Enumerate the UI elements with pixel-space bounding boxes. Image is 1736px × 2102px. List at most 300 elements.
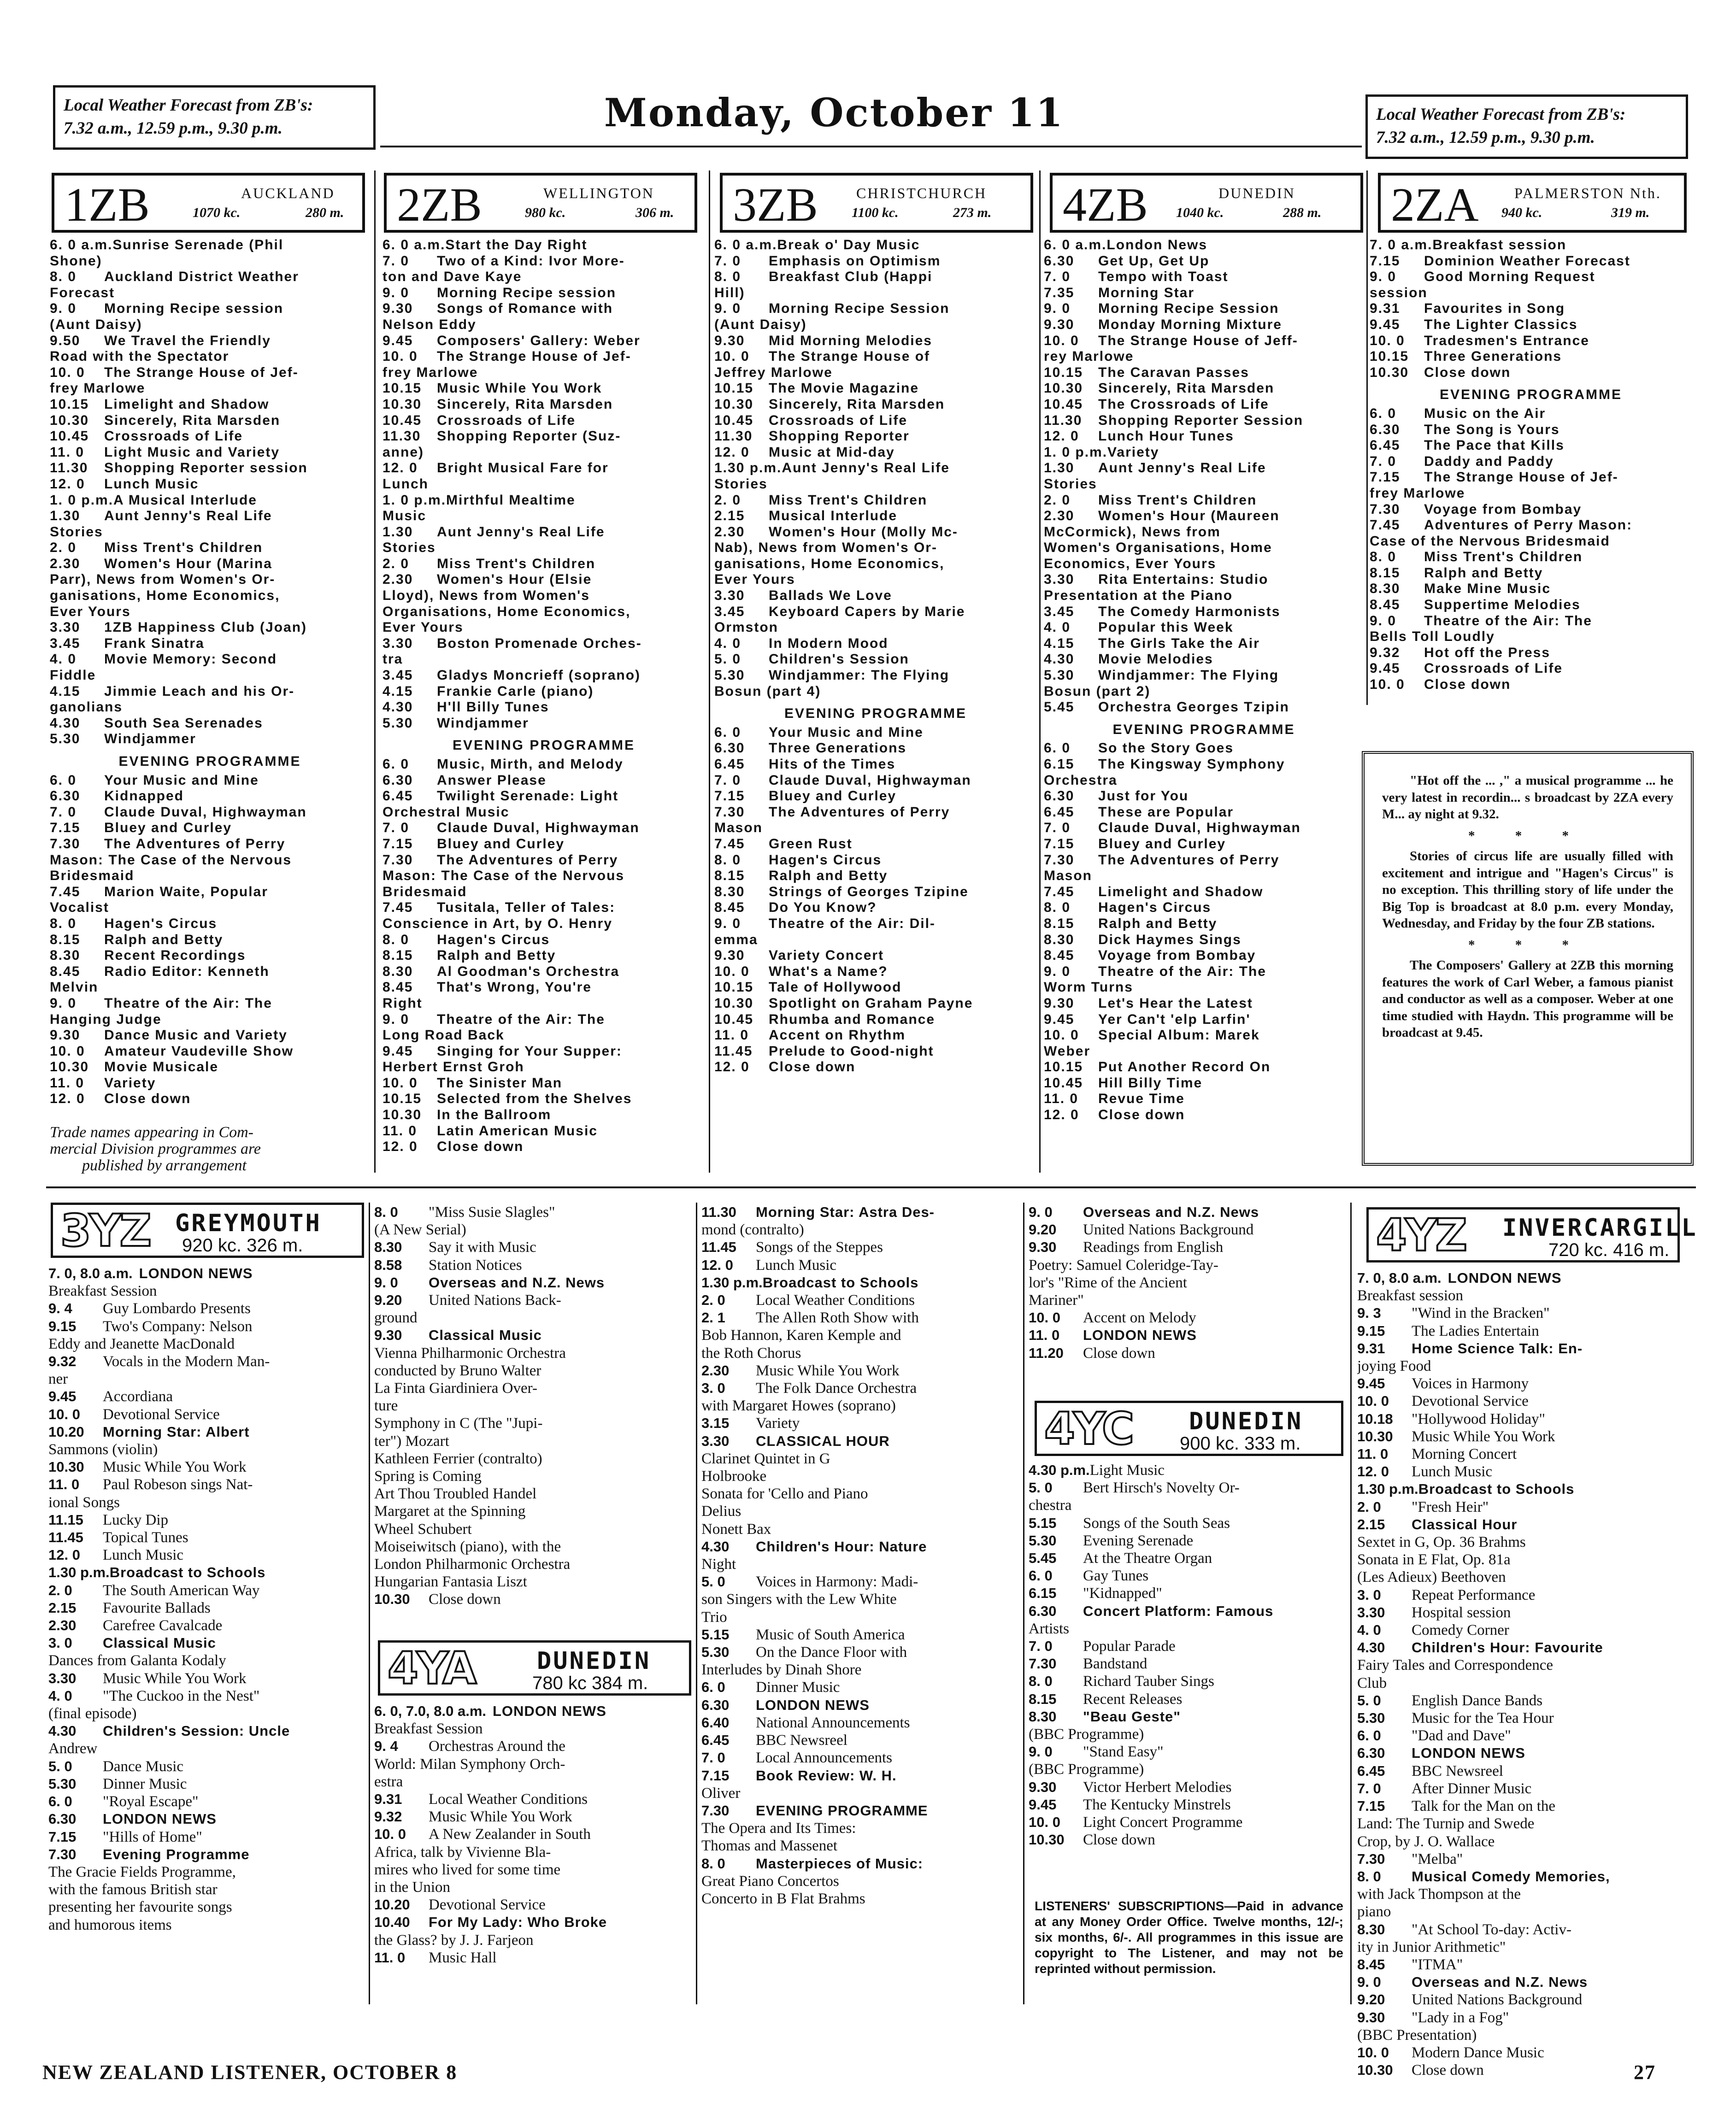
time-slot: 11.45 <box>701 1239 736 1256</box>
programme-title: Say it with Music <box>429 1239 536 1256</box>
programme-title: (Aunt Daisy) <box>714 317 807 332</box>
schedule-row <box>1044 804 1364 821</box>
schedule-row <box>383 413 705 429</box>
time-slot: 9. 0 <box>1029 1204 1053 1220</box>
schedule-row <box>1357 1780 1675 1797</box>
programme-title: Boston Promenade Orches- <box>437 635 642 651</box>
programme-title: Bluey and Curley <box>104 820 232 836</box>
time-slot: 6.30 <box>50 788 81 804</box>
programme-title: Amateur Vaudeville Show <box>104 1043 294 1059</box>
time-slot: 6.15 <box>1029 1585 1057 1602</box>
schedule-row <box>50 684 370 700</box>
schedule-row <box>383 253 705 270</box>
schedule-row <box>701 1697 1019 1714</box>
programme-title: "Kidnapped" <box>1083 1585 1162 1602</box>
time-slot: 9.31 <box>1370 301 1401 317</box>
time-slot: 9.32 <box>1370 645 1401 660</box>
time-slot: 9.30 <box>50 1028 81 1043</box>
time-slot: 9. 0 <box>1370 613 1397 628</box>
programme-title: Light Concert Programme <box>1083 1814 1243 1831</box>
time-slot: 11. 0 <box>48 1476 80 1493</box>
programme-title: (BBC Programme) <box>1029 1761 1144 1778</box>
time-slot: 10.30 <box>714 995 754 1011</box>
schedule-row <box>383 980 705 996</box>
time-slot: 9.30 <box>1044 995 1075 1011</box>
schedule-row <box>1357 1516 1675 1533</box>
programme-title: Al Goodman's Orchestra <box>437 963 620 979</box>
time-slot: 2.15 <box>1357 1516 1385 1532</box>
time-slot: 8.30 <box>383 963 413 979</box>
programme-title: Dinner Music <box>103 1775 187 1792</box>
programme-title: United Nations Background <box>1083 1221 1254 1239</box>
programme-title: LONDON NEWS <box>756 1697 870 1713</box>
time-slot: 8.15 <box>383 948 413 963</box>
programme-title: Clarinet Quintet in G <box>701 1450 830 1467</box>
schedule-row <box>374 1808 692 1826</box>
schedule-row <box>50 836 370 852</box>
time-slot: 5.30 <box>1044 668 1075 683</box>
schedule-row <box>714 948 1037 964</box>
separator-stars: * * * <box>1468 937 1587 952</box>
schedule-row <box>383 620 705 636</box>
time-slot: 2. 0 <box>48 1582 72 1598</box>
programme-title: Marion Waite, Popular <box>104 884 268 899</box>
schedule-row <box>50 333 370 349</box>
time-slot: 6.45 <box>714 757 745 772</box>
schedule-row <box>1044 916 1364 932</box>
time-slot: 7. 0 <box>383 820 410 836</box>
schedule-row <box>714 668 1037 684</box>
time-slot: 4. 0 <box>714 635 741 651</box>
programme-title: The Strange House of <box>769 349 930 364</box>
schedule-row <box>701 1767 1019 1785</box>
schedule-row <box>714 684 1037 700</box>
schedule-row <box>374 1503 692 1520</box>
programme-title: Conscience in Art, by O. Henry <box>383 916 612 931</box>
programme-title: Hanging Judge <box>50 1011 162 1027</box>
programme-title: McCormick), News from <box>1044 524 1221 540</box>
schedule-row <box>1370 253 1692 270</box>
programme-title: Shopping Reporter session <box>104 460 308 476</box>
time-slot: 10.45 <box>1044 396 1083 412</box>
programme-title: Gay Tunes <box>1083 1568 1149 1585</box>
programme-title: "Lady in a Fog" <box>1412 2009 1509 2026</box>
programme-title: frey Marlowe <box>383 364 478 380</box>
time-slot: 12. 0 <box>1044 1107 1079 1123</box>
programme-title: Topical Tunes <box>103 1529 188 1546</box>
schedule-row <box>1357 1568 1675 1586</box>
station-call-sign: 3ZB <box>733 178 818 231</box>
programme-title: The Gracie Fields Programme, <box>48 1863 236 1880</box>
schedule-row <box>1044 285 1364 301</box>
schedule-row <box>383 540 705 556</box>
schedule-row <box>1029 1274 1347 1292</box>
programme-title: Bells Toll Loudly <box>1370 629 1495 645</box>
time-slot: 2. 0 <box>701 1292 725 1309</box>
schedule-row <box>1357 2044 1675 2061</box>
programme-title: Carefree Cavalcade <box>103 1617 223 1634</box>
schedule-row <box>383 916 705 932</box>
station-box-2zb <box>384 173 697 233</box>
time-slot: 9.20 <box>1357 1991 1385 2008</box>
note-hagens-circus: Stories of circus life are usually filled with excitement and intrigue and "Hagen's Circus" is no exception. This thrilling story of life under the Big Top is broadcast at 8.0 p.m. every Monday, Wednesday, and Friday by the four ZB stations. <box>1382 849 1673 931</box>
programme-title: Mason <box>1044 868 1093 884</box>
time-slot: 10.30 <box>714 396 754 412</box>
time-slot: 3. 0 <box>1357 1586 1381 1603</box>
programme-title: Hill Billy Time <box>1098 1075 1203 1091</box>
station-kc: 1040 kc. <box>1176 205 1224 220</box>
time-slot: 11.15 <box>48 1511 83 1528</box>
programme-title: Claude Duval, Highwayman <box>769 772 971 788</box>
time-slot: 9.45 <box>1370 661 1401 676</box>
schedule-row <box>701 1749 1019 1767</box>
programme-title: estra <box>374 1773 403 1790</box>
schedule-row <box>1370 645 1692 661</box>
programme-title: Orchestral Music <box>383 804 510 820</box>
schedule-row <box>1044 788 1364 804</box>
schedule-row <box>374 1756 692 1773</box>
time-slot: 9.31 <box>374 1791 402 1808</box>
programme-title: These are Popular <box>1098 804 1234 820</box>
programme-title: The South American Way <box>103 1582 260 1599</box>
programme-title: (BBC Presentation) <box>1357 2026 1477 2043</box>
time-slot: 7. 0 a.m. <box>1370 237 1433 252</box>
time-slot: 10. 0 <box>1357 2044 1389 2061</box>
programme-title: Special Album: Marek <box>1098 1028 1260 1043</box>
time-slot: 5.15 <box>1029 1515 1057 1531</box>
time-slot: 7.30 <box>1357 1850 1385 1867</box>
programme-title: National Announcements <box>756 1714 910 1731</box>
time-slot: 9.32 <box>48 1353 77 1370</box>
schedule-row <box>383 365 705 381</box>
time-slot: 11.20 <box>1029 1345 1064 1361</box>
schedule-row <box>50 349 370 365</box>
schedule-row <box>50 652 370 668</box>
programme-title: Prelude to Good-night <box>769 1043 934 1059</box>
schedule-3yz-evening <box>374 1204 692 1609</box>
schedule-row <box>1370 365 1692 381</box>
schedule-row <box>50 1028 370 1044</box>
schedule-row <box>48 1423 366 1441</box>
station-box-2za <box>1378 173 1687 233</box>
programme-title: Sincerely, Rita Marsden <box>769 396 945 412</box>
schedule-row <box>1370 470 1692 486</box>
programme-title: Theatre of the Air: The <box>1424 613 1592 628</box>
schedule-row <box>50 948 370 964</box>
schedule-row <box>1370 285 1692 301</box>
schedule-row <box>374 1415 692 1432</box>
programme-title: Movie Melodies <box>1098 652 1213 667</box>
programme-title: Comedy Corner <box>1412 1622 1509 1639</box>
programme-title: Tradesmen's Entrance <box>1424 333 1589 348</box>
time-slot: 6. 0 <box>1370 405 1397 421</box>
time-slot: 9. 0 <box>383 1011 410 1027</box>
schedule-row <box>1357 1604 1675 1621</box>
time-slot: 7.30 <box>48 1846 77 1862</box>
programme-title: Oliver <box>701 1785 741 1802</box>
schedule-row <box>383 1123 705 1139</box>
programme-title: Theatre of the Air: The <box>1098 963 1266 979</box>
schedule-row <box>1029 1479 1347 1497</box>
time-slot: 11. 0 <box>383 1123 418 1139</box>
programme-title: A New Zealander in South <box>429 1826 591 1843</box>
time-slot: 10.15 <box>1370 349 1409 364</box>
programme-title: Monday Morning Mixture <box>1098 317 1282 332</box>
programme-title: Stories <box>714 476 768 492</box>
time-slot: 9. 0 <box>374 1274 398 1291</box>
programme-title: Accordiana <box>103 1388 173 1405</box>
programme-title: in the Union <box>374 1879 450 1896</box>
schedule-row <box>383 301 705 317</box>
schedule-row <box>50 716 370 732</box>
time-slot: 10. 0 <box>1029 1814 1060 1831</box>
time-slot: 11. 0 <box>1029 1327 1060 1344</box>
schedule-row <box>1044 604 1364 620</box>
programme-title: Women's Hour (Elsie <box>437 572 592 587</box>
schedule-row <box>714 1044 1037 1060</box>
schedule-row <box>383 820 705 836</box>
station-call-sign: 4YZ <box>1376 1210 1465 1261</box>
programme-title: Paul Robeson sings Nat- <box>103 1476 253 1493</box>
schedule-row <box>1044 932 1364 948</box>
schedule-row <box>1357 1921 1675 1938</box>
programme-title: The Strange House of Jef- <box>1424 470 1618 485</box>
programme-title: For My Lady: Who Broke <box>429 1914 607 1931</box>
programme-title: Broadcast to Schools <box>109 1564 266 1581</box>
time-slot: 5.30 <box>701 1644 730 1661</box>
time-slot: 6.30 <box>1044 788 1075 804</box>
schedule-row <box>1357 1304 1675 1322</box>
time-slot: 12. 0 <box>714 1059 750 1075</box>
time-slot: 7. 0 <box>714 772 741 788</box>
schedule-row <box>701 1380 1019 1397</box>
time-slot: 6. 0 a.m. <box>50 237 113 252</box>
programme-title: Sextet in G, Op. 36 Brahms <box>1357 1534 1526 1551</box>
schedule-row <box>48 1318 366 1335</box>
time-slot: 9. 0 <box>1370 269 1397 285</box>
time-slot: 7.35 <box>1044 285 1075 300</box>
programme-title: The Adventures of Perry <box>104 836 286 851</box>
time-slot: 7.45 <box>1370 517 1401 533</box>
schedule-row <box>1370 661 1692 677</box>
schedule-row <box>50 932 370 948</box>
schedule-row <box>714 253 1037 270</box>
programme-title: ional Songs <box>48 1494 120 1511</box>
schedule-row <box>714 868 1037 884</box>
schedule-row <box>1029 1462 1347 1479</box>
time-slot: 5.45 <box>1029 1550 1057 1567</box>
time-slot: 6. 0 <box>714 724 741 740</box>
schedule-row <box>1044 476 1364 493</box>
programme-title: Devotional Service <box>1412 1393 1529 1410</box>
schedule-row <box>1357 1762 1675 1780</box>
schedule-row <box>50 980 370 996</box>
time-slot: 3.30 <box>383 635 413 651</box>
time-slot: 8.58 <box>374 1257 402 1273</box>
time-slot: 7.30 <box>383 852 413 868</box>
schedule-4ya-evening <box>1029 1204 1347 1362</box>
programme-title: Dominion Weather Forecast <box>1424 253 1630 269</box>
programme-title: Art Thou Troubled Handel <box>374 1485 537 1503</box>
programme-title: Voyage from Bombay <box>1098 948 1256 963</box>
time-slot: 10.30 <box>1357 2062 1393 2079</box>
schedule-row <box>1029 1515 1347 1532</box>
schedule-row <box>1029 1814 1347 1831</box>
programme-title: Dance Music <box>103 1758 184 1775</box>
schedule-row <box>383 636 705 652</box>
schedule-4ya <box>374 1703 692 1967</box>
programme-title: Songs of the South Seas <box>1083 1515 1230 1532</box>
schedule-row <box>48 1846 366 1863</box>
schedule-row <box>714 476 1037 493</box>
schedule-row <box>50 1091 370 1107</box>
evening-programme-heading: EVENING PROGRAMME <box>784 706 967 722</box>
schedule-row <box>48 1722 366 1740</box>
schedule-row <box>383 524 705 540</box>
programme-title: Lunch <box>383 476 429 492</box>
programme-title: Close down <box>1424 364 1511 380</box>
schedule-row <box>714 652 1037 668</box>
schedule-row <box>50 773 370 789</box>
schedule-row <box>50 1044 370 1060</box>
evening-programme-heading: EVENING PROGRAMME <box>452 738 636 753</box>
programme-title: Devotional Service <box>429 1896 546 1914</box>
schedule-row <box>714 588 1037 604</box>
programme-title: United Nations Back- <box>429 1292 561 1309</box>
programme-title: Radio Editor: Kenneth <box>104 963 270 979</box>
schedule-row <box>48 1388 366 1405</box>
station-city: CHRISTCHURCH <box>856 185 987 201</box>
programme-title: The Strange House of Jef- <box>104 364 299 380</box>
programme-title: Bridesmaid <box>383 884 467 899</box>
programme-title: Guy Lombardo Presents <box>103 1300 251 1317</box>
schedule-row <box>1029 1708 1347 1726</box>
time-slot: 8.15 <box>50 932 81 947</box>
programme-title: So the Story Goes <box>1098 740 1234 756</box>
time-slot: 11.30 <box>701 1204 736 1220</box>
schedule-row <box>48 1406 366 1423</box>
programme-title: Hill) <box>714 285 745 300</box>
schedule-row <box>1357 1727 1675 1744</box>
schedule-row <box>1044 301 1364 317</box>
programme-title: Thomas and Massenet <box>701 1838 838 1855</box>
schedule-row <box>714 788 1037 804</box>
schedule-row <box>1357 1586 1675 1604</box>
time-slot: 9. 0 <box>714 301 741 317</box>
programme-title: ton and Dave Kaye <box>383 269 522 285</box>
schedule-row <box>50 285 370 301</box>
schedule-row <box>1044 820 1364 836</box>
programme-title: That's Wrong, You're <box>437 980 592 995</box>
time-slot: 3.30 <box>1357 1604 1385 1621</box>
programme-title: La Finta Giardiniera Over- <box>374 1380 537 1397</box>
time-slot: 9.45 <box>48 1388 77 1405</box>
programme-title: Sonata for 'Cello and Piano <box>701 1485 868 1503</box>
station-metres: 273 m. <box>953 205 992 220</box>
time-slot: 12. 0 <box>714 444 750 460</box>
time-slot: 6. 0 <box>1357 1727 1381 1744</box>
time-slot: 10.15 <box>1044 1059 1083 1075</box>
time-slot: 10.15 <box>714 381 754 396</box>
programme-title: ture <box>374 1397 398 1415</box>
time-slot: 7. 0 <box>1044 820 1071 836</box>
schedule-row <box>50 365 370 381</box>
programme-title: Light Music <box>1089 1462 1165 1479</box>
schedule-row <box>1370 517 1692 534</box>
programme-title: Close down <box>1083 1345 1155 1362</box>
station-metres: 306 m. <box>636 205 674 220</box>
schedule-row <box>1044 1107 1364 1123</box>
schedule-row <box>714 916 1037 932</box>
schedule-row <box>714 1012 1037 1028</box>
schedule-row <box>383 1075 705 1092</box>
title-rule <box>380 146 1362 147</box>
schedule-row <box>1357 1551 1675 1568</box>
time-slot: 10. 0 <box>50 364 85 380</box>
programme-title: Music, Mirth, and Melody <box>437 757 624 772</box>
station-city: PALMERSTON Nth. <box>1514 185 1661 201</box>
time-slot: 10.30 <box>383 1107 422 1123</box>
programme-title: ganisations, Home Economics, <box>714 556 945 571</box>
programme-title: Repeat Performance <box>1412 1586 1536 1603</box>
programme-title: Three Generations <box>1424 349 1562 364</box>
schedule-row <box>383 684 705 700</box>
time-slot: 3.15 <box>701 1415 730 1432</box>
programme-title: Emphasis on Optimism <box>769 253 941 269</box>
schedule-row <box>1357 1991 1675 2008</box>
station-frequency: 900 kc. 333 m. <box>1180 1433 1301 1454</box>
time-slot: 8. 0 <box>383 932 410 947</box>
schedule-row <box>1044 381 1364 397</box>
schedule-row <box>1357 1868 1675 1885</box>
schedule-row <box>48 1687 366 1705</box>
programme-title: Vocals in the Modern Man- <box>103 1353 270 1370</box>
programme-title: Popular Parade <box>1083 1638 1176 1655</box>
programme-title: Movie Memory: Second <box>104 652 277 667</box>
schedule-row <box>714 572 1037 588</box>
schedule-row <box>1370 333 1692 349</box>
schedule-row <box>1029 1620 1347 1638</box>
programme-title: presenting her favourite songs <box>48 1899 232 1916</box>
time-slot: 8.45 <box>50 963 81 979</box>
schedule-2zb <box>383 237 705 1155</box>
schedule-row <box>714 237 1037 253</box>
schedule-row <box>1044 317 1364 333</box>
programme-title: Frank Sinatra <box>104 635 205 651</box>
programme-title: Favourite Ballads <box>103 1599 211 1616</box>
programme-title: Close down <box>769 1059 856 1075</box>
programme-title: Variety <box>756 1415 800 1432</box>
time-slot: 9.31 <box>1357 1340 1385 1356</box>
programme-title: Rita Entertains: Studio <box>1098 572 1269 587</box>
schedule-row <box>714 524 1037 540</box>
programme-title: Suppertime Melodies <box>1424 597 1581 613</box>
time-slot: 10.18 <box>1357 1410 1393 1427</box>
station-call-sign: 4YA <box>388 1643 475 1694</box>
programme-title: Windjammer: The Flying <box>1098 668 1279 683</box>
programme-title: Fiddle <box>50 668 96 683</box>
schedule-row <box>1044 652 1364 668</box>
programme-title: Hits of the Times <box>769 757 896 772</box>
programme-title: Sammons (violin) <box>48 1441 158 1458</box>
programme-title: Voices in Harmony <box>1412 1375 1529 1392</box>
programme-title: Put Another Record On <box>1098 1059 1271 1075</box>
column-rule <box>696 1203 697 2004</box>
programme-title: Morning Star <box>1098 285 1195 300</box>
programme-title: rey Marlowe <box>1044 349 1134 364</box>
time-slot: 8.45 <box>1044 948 1075 963</box>
programme-title: Aunt Jenny's Real Life <box>1098 460 1266 476</box>
